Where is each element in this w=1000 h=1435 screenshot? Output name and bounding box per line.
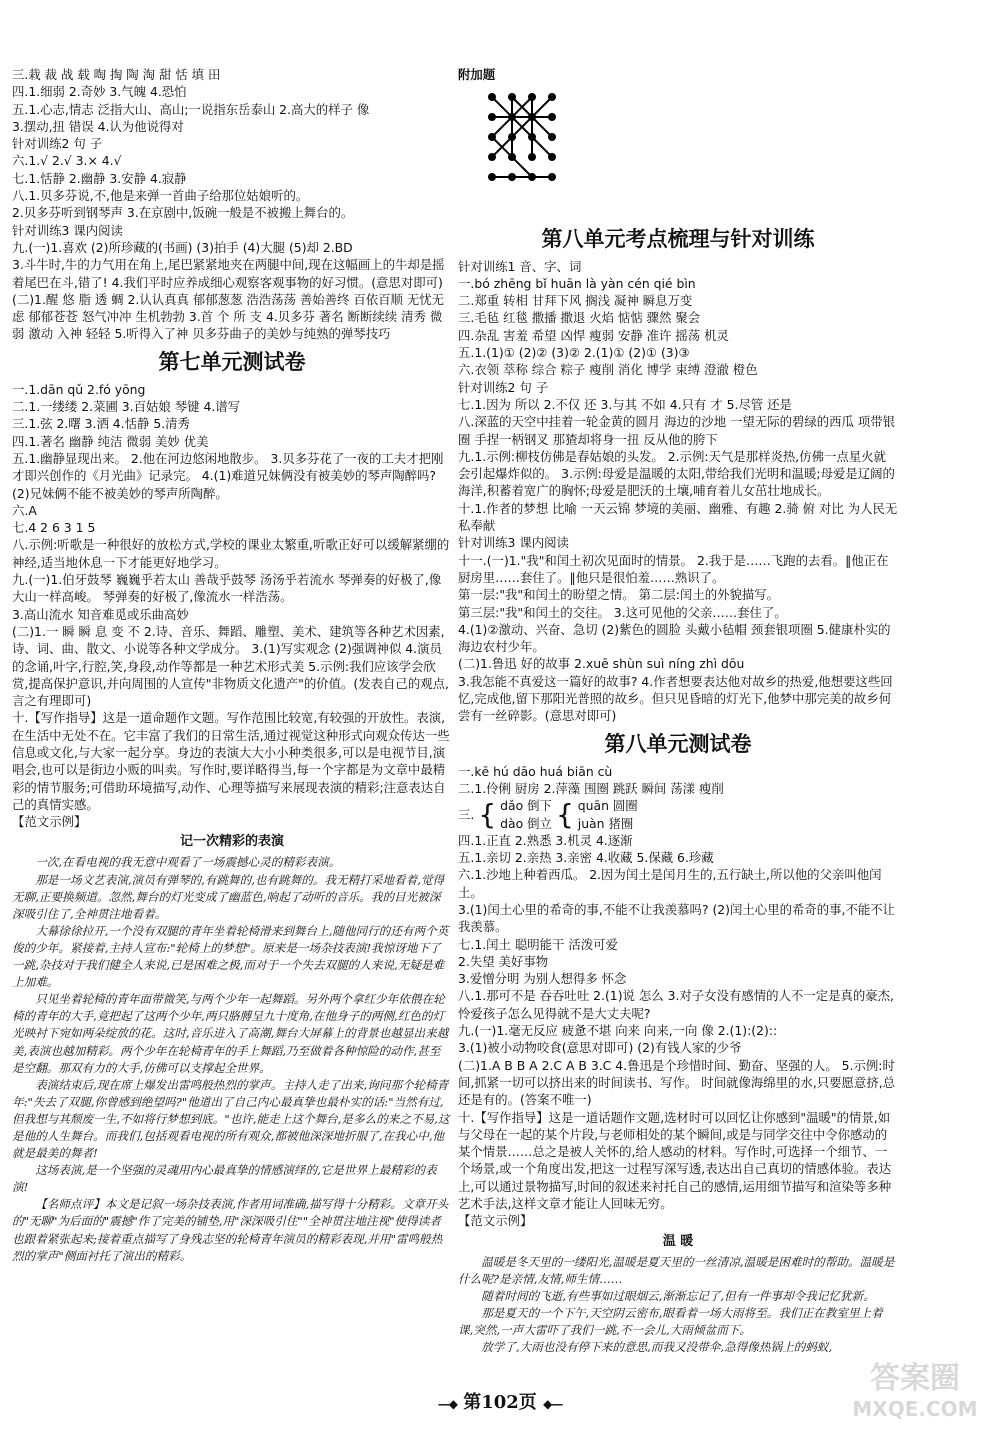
answer-section-unit7-test	[12, 381, 452, 831]
site-watermark	[840, 1360, 990, 1428]
answer-line: 九.1.示例:柳枝仿佛是春姑娘的头发。 2.示例:天气是那样炎热,仿佛一点星火就会引起爆炸似的。 3.示例:母爱是温暖的太阳,带给我们光明和温暖;母爱是辽阔的海洋,积蓄着宽广的胸怀;母爱是肥沃的土壤,哺育着儿女茁壮地成长。	[458, 448, 895, 499]
essay-paragraph: 表演结束后,现在席上爆发出雷鸣般热烈的掌声。主持人走了出来,询问那个轮椅青年:"失去了双腿,你曾感到绝望吗?"他道出了自己内心最真挚也最朴实的话:"当然有过,但我想与其颓废一生,不如将行梦想到底。"也许,能走上这个舞台,是多么的来之不易,这是他的人生舞台。而我们,包括观看电视的所有观众,都被他深深地折服了,在我心中,他就是最美的舞者!	[12, 1077, 450, 1161]
answer-line: 九.(一)1.喜欢 (2)所珍藏的(书画) (3)拍手 (4)大腿 (5)却 2.BD	[12, 239, 353, 255]
answer-line: 六.衣领 萃称 综合 粽子 瘦削 消化 博学 束缚 澄澈 橙色	[458, 362, 758, 378]
answer-line: 九.(一)1.毫无反应 疲惫不堪 向来 向来,一向 像 2.(1):(2)::	[458, 1023, 778, 1039]
answer-line: 六.1.沙地上种着西瓜。 2.因为闰土是闰月生的,五行缺土,所以他的父亲叫他闰土。	[458, 867, 882, 900]
bracket-left-item: dào 倒立	[500, 815, 552, 831]
watermark-url: MXQE.COM	[852, 1397, 978, 1421]
essay-paragraph: 放学了,大雨也没有停下来的意思,而我又没带伞,急得像热锅上的蚂蚁,	[481, 1340, 833, 1355]
answer-line: 3.高山流水 知音难觅或乐曲高妙	[12, 606, 189, 622]
answer-line: 八.1.那可不是 吞吞吐吐 2.(1)说 怎么 3.对子女没有感情的人不一定是真的豪杰,怜爱孩子怎么见得就不是大丈夫呢?	[458, 988, 894, 1021]
answer-line: 十.【写作指导】这是一道话题作文题,选材时可以回忆让你感到"温暖"的情景,如与父母在一起的某个片段,与老师相处的某个瞬间,或是与同学交往中令你感动的某个情景……总之是被人关怀的,给人感动的材料。写作时,可选择一个细节、一个场景,或一个角度出发,把这一过程写深写透,表达出自己真切的情感体验。表达上,可以通过景物描写,时间的叙述来衬托自己的感情,运用细节描写和渲染等多种艺术手法,这样文章才能让人回味无穷。	[458, 1109, 892, 1212]
answer-line: (二)1.一 瞬 瞬 息 变 不 2.诗、音乐、舞蹈、雕塑、美术、建筑等各种艺术因素,诗、词、曲、散文、小说等各种文学成分。 3.(1)写实观念 (2)强调神似 4.演员的念诵,叶字,行腔,笑,身段,动作等都是一种艺术形式美 5.示例:我们应该学会欣赏,提高保护意识,并向周围的人宣传"非物质文化遗产"的价值。(发表自己的观点,言之有理即可)	[12, 623, 449, 709]
essay-paragraph: 一次,在看电视的我无意中观看了一场震撼心灵的精彩表演。	[35, 855, 341, 870]
answer-line: 第一层:"我"和闰土的盼望之情。 第二层:闰土的外貌描写。	[458, 587, 780, 603]
answer-line: 3.斗牛时,牛的力气用在角上,尾巴紧紧地夹在两腿中间,现在这幅画上的牛却是摇着尾巴在斗,错了! 4.我们平时应养成细心观察客观事物的好习惯。(意思对即可)	[12, 257, 445, 290]
essay-paragraph: 随着时间的飞逝,有些事如过眼烟云,渐渐忘记了,但有一件事却令我记忆犹新。	[481, 1288, 875, 1303]
answer-line: 四.1.正直 2.熟悉 3.机灵 4.逐渐	[458, 832, 633, 848]
answer-line: 三.1.弦 2.曙 3.洒 4.恬静 5.清秀	[12, 416, 190, 432]
bonus-question-label: 附加题	[458, 67, 496, 82]
answer-line: 第三层:"我"和闰土的交往。 3.这可见他的父亲……套住了。	[458, 604, 787, 620]
answer-line: 三.毛毡 红毯 撒播 撒退 火焰 惦惦 骤然 聚会	[458, 310, 701, 326]
answer-line: 七.4 2 6 3 1 5	[12, 520, 96, 536]
answer-line: 2.贝多芬听到钢琴声 3.在京剧中,饭碗一般是不被搬上舞台的。	[12, 205, 354, 221]
answer-line: 七.1.恬静 2.幽静 3.安静 4.寂静	[12, 170, 187, 186]
answer-line: (二)1.A B B A 2.C A B 3.C 4.鲁迅是个珍惜时间、勤奋、坚强的人。 5.示例:时间,抓紧一切可以挤出来的时间读书、写作。 时间就像海绵里的水,只要愿意挤,总还是有的。(答案不唯一)	[458, 1057, 896, 1108]
answer-line: 二.郑重 转相 甘拜下风 搁浅 凝神 瞬息万变	[458, 293, 693, 309]
answer-line: (二)1.鲁迅 好的故事 2.xuē shùn suì níng zhì dōu	[458, 656, 745, 672]
footer-ornament-right: ◆—	[543, 1397, 563, 1411]
answer-line: 【范文示例】	[12, 814, 87, 830]
left-column	[12, 66, 452, 1265]
right-column	[458, 66, 898, 1356]
bracket-right-item: juàn 猪圈	[577, 815, 634, 831]
answer-section-unit8-test-part1	[458, 763, 898, 798]
answer-line: 针对训练3 课内阅读	[458, 535, 569, 551]
answer-line: 2.失望 美好事物	[458, 953, 549, 969]
bracket-left-item: dǎo 倒下	[500, 798, 552, 814]
polyphone-bracket-group	[458, 797, 898, 832]
answer-line: 八.示例:听歌是一种很好的放松方式,学校的课业太繁重,听歌正好可以缓解紧绷的神经,适当地休息一下才能更好地学习。	[12, 537, 450, 570]
essay-paragraph: 温暖是冬天里的一缕阳光,温暖是夏天里的一丝清凉,温暖是困难时的帮助。温暖是什么呢?是亲情,友情,师生情……	[458, 1254, 895, 1286]
essay-title-left: 记一次精彩的表演	[179, 834, 284, 850]
answer-line: 八.1.贝多芬说,不,他是来弹一首曲子给那位姑娘听的。	[12, 188, 309, 204]
footer-ornament-left: —◆	[437, 1397, 457, 1411]
answer-line: 六.A	[12, 502, 37, 518]
answer-line: 五.1.心志,情志 泛指大山、高山;一说指东岳泰山 2.高大的样子 像	[12, 101, 370, 117]
answer-section-unit8-review	[458, 258, 898, 725]
answer-line: 三.栽 裁 战 载 啕 掏 陶 淘 甜 恬 填 田	[12, 67, 221, 82]
answer-line: 七.1.因为 所以 2.不仅 还 3.与其 不如 4.只有 才 5.尽管 还是	[458, 396, 792, 412]
answer-line: 九.(一)1.伯牙鼓琴 巍巍乎若太山 善哉乎鼓琴 汤汤乎若流水 琴弹奏的好极了,像大山一样高峻。 琴弹奏的好极了,像流水一样浩荡。	[12, 572, 442, 605]
answer-line: 六.1.√ 2.√ 3.× 4.√	[12, 153, 122, 169]
answer-line: 五.1.(1)① (2)② (3)② 2.(1)① (2)① (3)③	[458, 345, 690, 361]
answer-line: 3.摆动,扭 错误 4.认为他说得对	[12, 118, 184, 134]
answer-line: 3.爱憎分明 为别人想得多 怀念	[458, 971, 627, 987]
answer-line: 十一.(一)1."我"和闰土初次见面时的情景。 2.我于是……飞跑的去看。‖他正在厨房里……套住了。‖他只是很怕羞……熟识了。	[458, 552, 889, 585]
left-brace: {	[478, 797, 497, 831]
answer-line: 【范文示例】	[458, 1213, 533, 1229]
answer-line: 针对训练2 句 子	[458, 379, 549, 395]
dot-puzzle-figure	[482, 87, 582, 207]
page-number: 第102页	[463, 1392, 537, 1413]
right-brace: {	[555, 797, 574, 831]
essay-paragraph: 那是夏天的一个下午,天空阴云密布,眼看着一场大雨将至。我们正在教室里上着课,突然,一声大雷吓了我们一跳,不一会儿,大雨倾盆而下。	[458, 1305, 883, 1337]
answer-line: 四.1.著名 幽静 纯洁 微弱 美妙 优美	[12, 433, 209, 449]
answer-line: 七.1.闰土 聪明能干 活泼可爱	[458, 936, 618, 952]
answer-line: 一.bó zhēng bǐ huān là yàn cén qié bìn	[458, 275, 696, 291]
answer-line: 一.kē hú dāo huá biān cù	[458, 763, 613, 779]
answer-line: 十.【写作指导】这是一道命题作文题。写作范围比较宽,有较强的开放性。表演,在生活中无处不在。它丰富了我们的日常生活,通过视觉这种形式向观众传达一些信息或文化,与大家一起分享。身边的表演大大小小种类很多,可以是电视节目,演唱会,也可以是街边小贩的叫卖。写作时,要详略得当,每一个字都是为文章中最精彩的情节服务;可借助环境描写,动作、心理等描写来展现表演的精彩;注意表达自己的真情实感。	[12, 710, 450, 812]
essay-paragraph: 【名师点评】本文是记叙一场杂技表演,作者用词准确,描写得十分精彩。文章开头的"无聊"为后面的"震撼"作了完美的铺垫,用"深深吸引住""全神贯注地注视"使得读者也跟着紧张起来;接着重点描写了身残志坚的轮椅青年演员的精彩表现,并用"雷鸣般热烈的掌声"侧面衬托了演出的精彩。	[12, 1197, 449, 1263]
answer-section-unit7-review	[12, 66, 452, 343]
answer-section-unit8-test-part2	[458, 832, 898, 1230]
answer-line: 针对训练3 课内阅读	[12, 222, 123, 238]
watermark-logo: 答案圈	[870, 1361, 960, 1396]
essay-paragraph: 只见坐着轮椅的青年面带微笑,与两个少年一起舞蹈。另外两个拿红少年依偎在轮椅的青年的大手,竟把起了这两个少年,两只胳膊呈九十度角,在他身子的两侧,红色的灯光映衬下宛如两朵绽放的花。这时,音乐进入了高潮,舞台大屏幕上的背景也越显出来越美,表演也越加精彩。两个少年在轮椅青年的手上舞蹈,乃至做着各种惊险的动作,甚至是空翻。那双有力的大手,仿佛可以支撑起全世界。	[12, 992, 449, 1075]
answer-line: 一.1.dān qǔ 2.fó yōng	[12, 381, 146, 397]
answer-line: 3.我怎能不真爱这一篇好的故事? 4.作者想要表达他对故乡的热爱,他想要这些回忆,完成他,留下那阳光普照的故乡。但只见昏暗的灯光下,他梦中那完美的故乡何尝有一丝碎影。(意思对即可)	[458, 673, 893, 724]
answer-line: 四.1.细弱 2.奇妙 3.气魄 4.恐怕	[12, 84, 187, 100]
answer-line: 四.杂乱 害羞 希望 凶悍 瘦弱 安静 准许 摇荡 机灵	[458, 327, 729, 343]
answer-line: 五.1.亲切 2.亲热 3.亲密 4.收藏 5.保藏 6.珍藏	[458, 850, 714, 866]
answer-line: 十.1.作者的梦想 比喻 一天云锦 梦境的美丽、幽雅、有趣 2.骑 俯 对比 为人民无私奉献	[458, 500, 898, 534]
heading-unit8-review: 第八单元考点梳理与针对训练	[541, 225, 815, 251]
essay-title-right: 温 暖	[662, 1233, 694, 1249]
answer-line: 针对训练2 句 子	[12, 136, 103, 152]
answer-line: 二.1.伶俐 厨房 2.萍藻 围圈 跳跃 瞬间 荡漾 瘦削	[458, 780, 724, 796]
answer-line: 针对训练1 音、字、词	[458, 258, 582, 274]
bracket-right-item: quān 圆圈	[577, 798, 638, 814]
model-essay-left	[12, 854, 452, 1264]
essay-paragraph: 这场表演,是一个坚强的灵魂用内心最真挚的情感演绎的,它是世界上最精彩的表演!	[12, 1163, 437, 1195]
essay-paragraph: 大幕徐徐拉开,一个没有双腿的青年坐着轮椅滑来到舞台上,随他同行的还有两个英俊的少年。紧接着,主持人宣布:"轮椅上的梦想"。原来是一场杂技表演!我惊讶地下了一跳,杂技对于我们健全人来说,已是困难之极,而对于一个失去双腿的人来说,无疑是难上加难。	[12, 923, 449, 990]
answer-line: 五.1.幽静显现出来。 2.他在河边悠闲地散步。 3.贝多芬花了一夜的工夫才把刚才即兴创作的《月光曲》记录完。 4.(1)难道兄妹俩没有被美妙的琴声陶醉吗? (2)兄妹俩不能不被美妙的琴声所陶醉。	[12, 450, 444, 501]
bracket-prefix: 三.	[458, 806, 475, 822]
answer-line: 八.深蓝的天空中挂着一轮金黄的圆月 海边的沙地 一望无际的碧绿的西瓜 项带银圈 手捏一柄钢叉 那猹却将身一扭 反从他的胯下	[458, 414, 896, 447]
answer-line: 3.(1)闰土心里的希奇的事,不能不让我羡慕吗? (2)闰土心里的希奇的事,不能不让我羡慕。	[458, 901, 896, 935]
essay-paragraph: 那是一场文艺表演,演员有弹琴的,有跳舞的,也有跳舞的。我无精打采地看着,觉得无聊,正要换频道。忽然,舞台的灯光变成了幽蓝色,响起了动听的音乐。我的目光被深深吸引住了,全神贯注地看着。	[12, 872, 445, 921]
answer-line: 二.1.一缕缕 2.菜圃 3.百姑娘 琴键 4.谱写	[12, 399, 241, 415]
heading-unit7-test: 第七单元测试卷	[158, 348, 306, 374]
answer-line: (二)1.醒 悠 脂 透 蜩 2.认认真真 郁郁葱葱 浩浩荡荡 善始善终 百依百顺 无忧无虑 郁郁苍苍 怒气冲冲 生机勃勃 3.首 个 所 支 4.贝多芬 著名 断断续续 清秀 微弱 激动 入神 轻轻 5.听得入了神 贝多芬曲子的美妙与纯熟的弹琴技巧	[12, 291, 445, 342]
heading-unit8-test: 第八单元测试卷	[604, 730, 752, 756]
model-essay-right	[458, 1254, 898, 1357]
answer-line: 4.(1)②激动、兴奋、急切 (2)紫色的圆脸 头戴小毡帽 颈套银项圈 5.健康朴实的海边农村少年。	[458, 621, 891, 655]
answer-line: 3.(1)被小动物咬食(意思对即可) (2)有钱人家的少爷	[458, 1040, 742, 1056]
